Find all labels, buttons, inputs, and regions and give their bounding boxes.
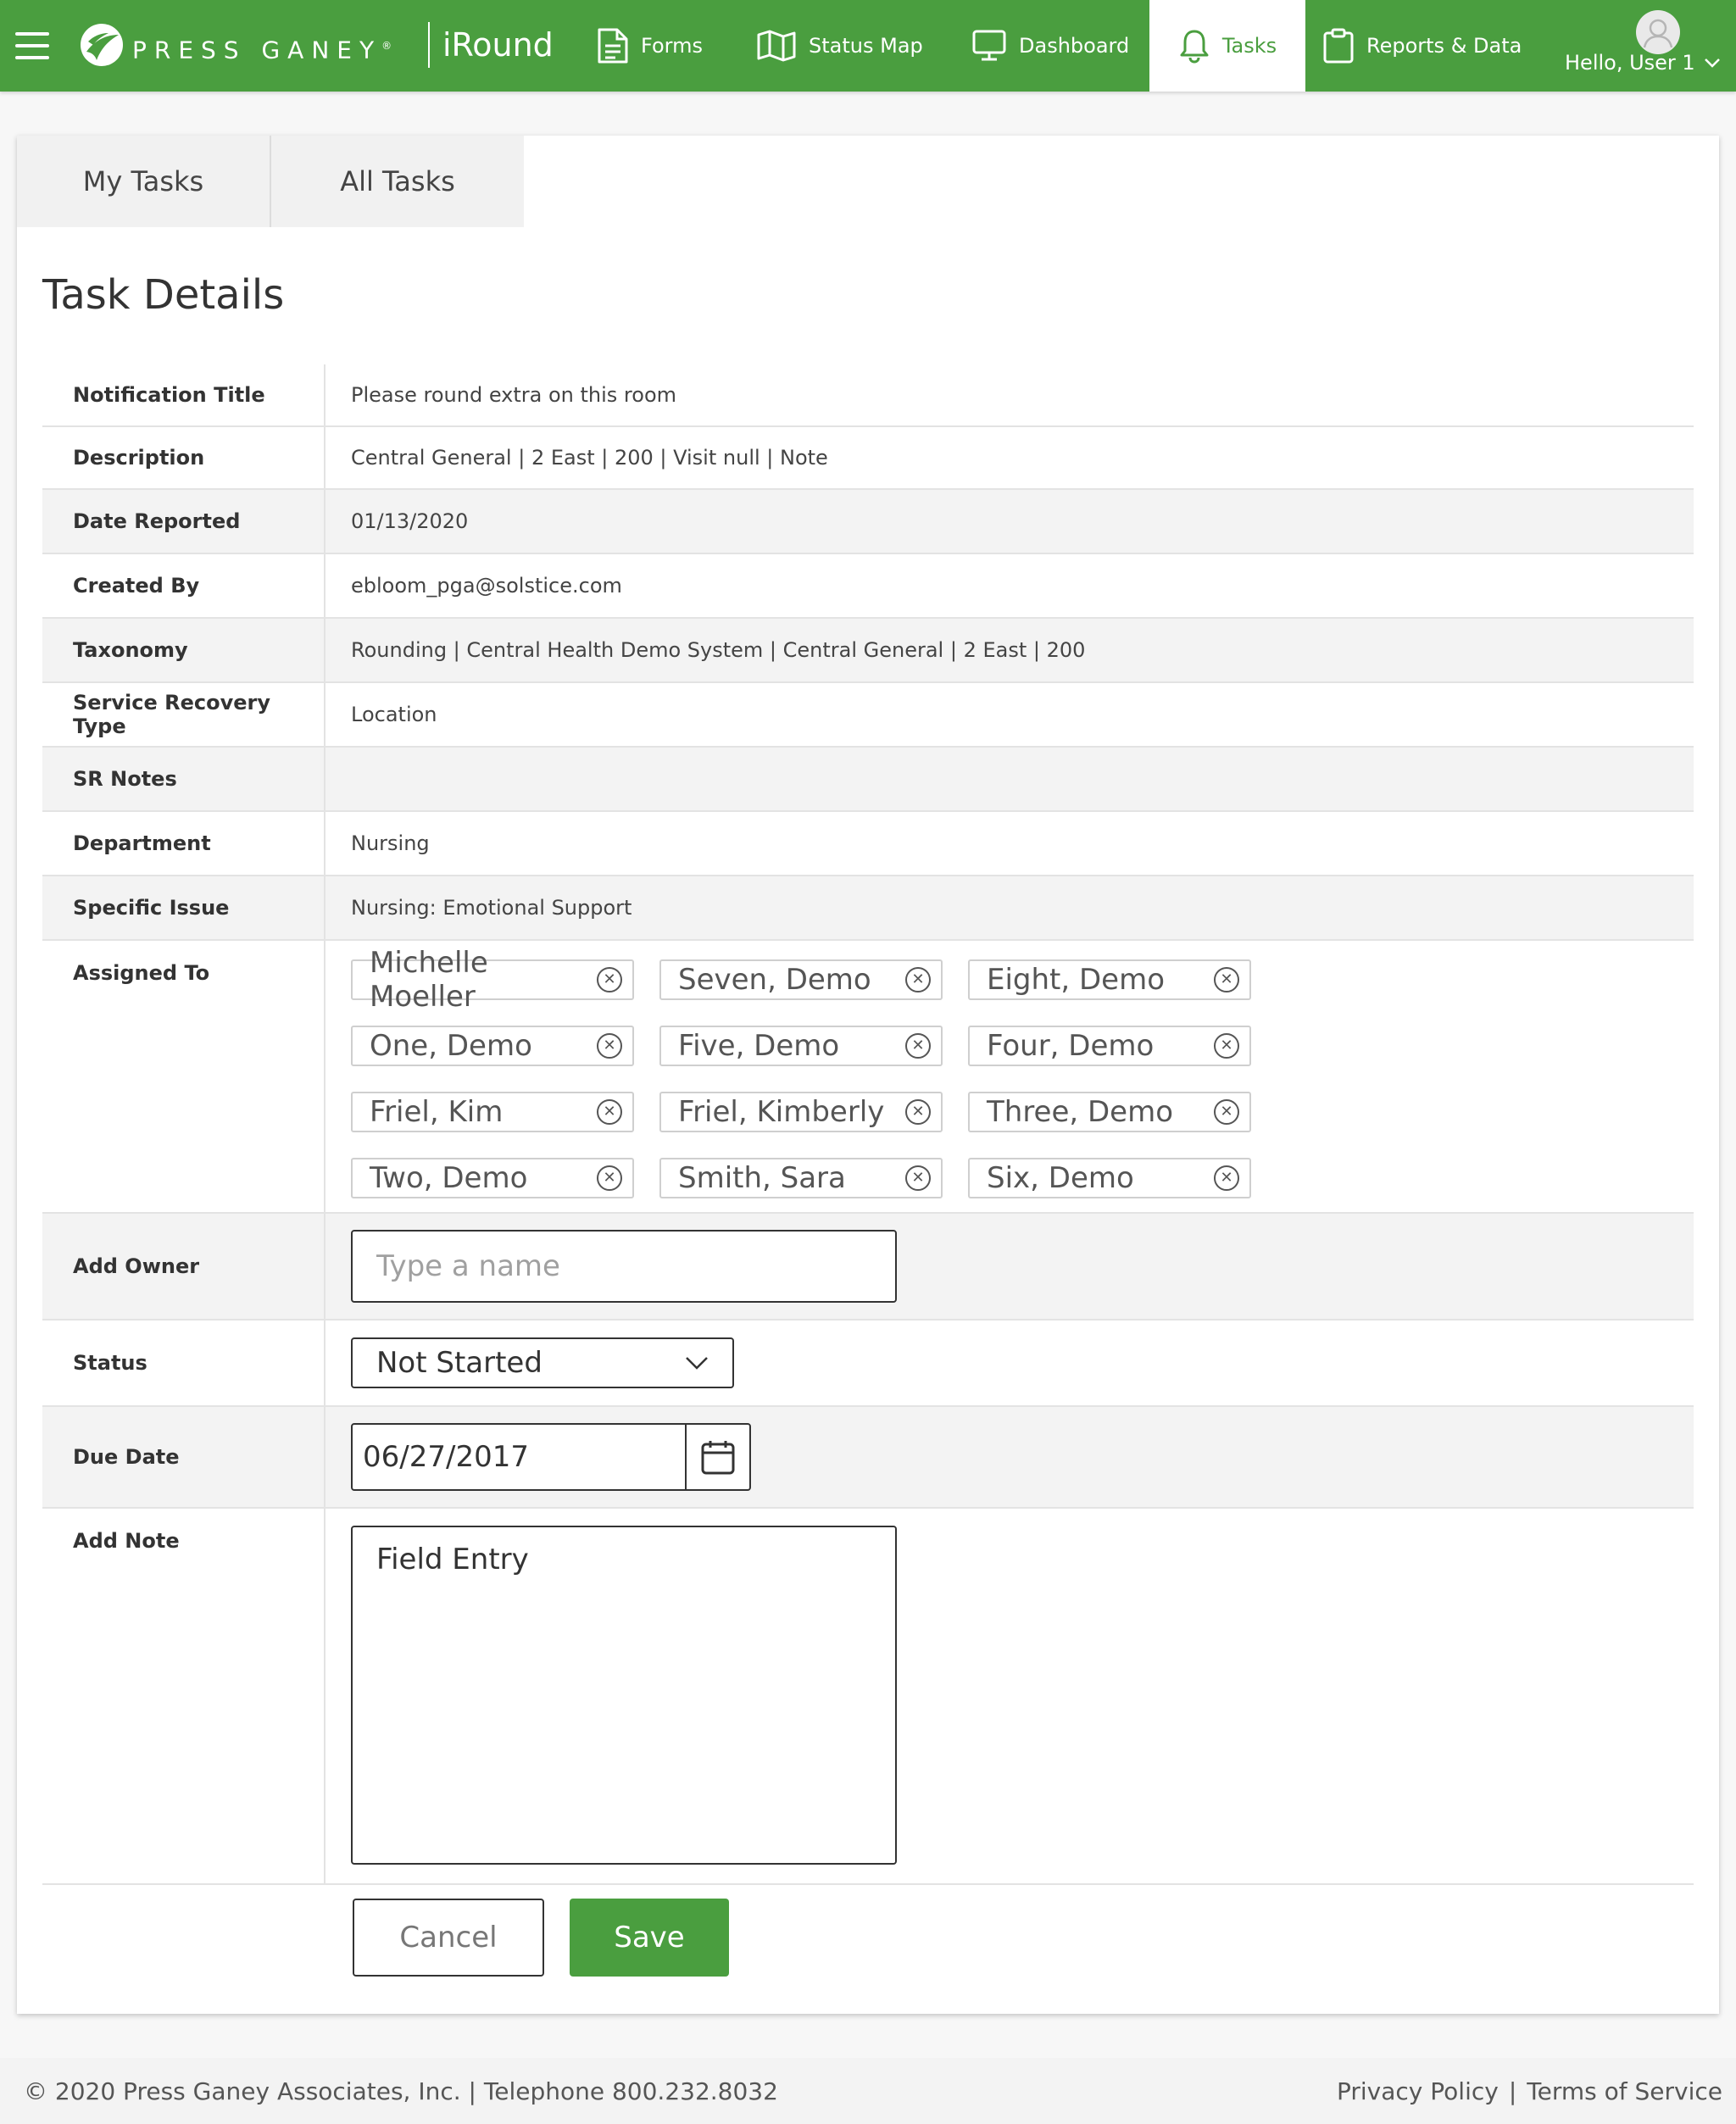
remove-chip-icon[interactable]: ✕	[597, 1099, 622, 1125]
assigned-chip-list	[351, 941, 1251, 1217]
task-details-table	[42, 364, 1694, 1885]
add-owner-input[interactable]	[351, 1230, 897, 1303]
add-note-value	[326, 1509, 1694, 1883]
tab-all-tasks[interactable]: All Tasks	[271, 136, 524, 227]
assigned-chip	[351, 1092, 634, 1132]
row-label: Date Reported	[42, 490, 326, 553]
assigned-chip-label: Two, Demo	[370, 1161, 528, 1195]
row-add-owner	[42, 1214, 1694, 1321]
assigned-chip	[968, 1092, 1251, 1132]
user-greeting-text: Hello, User 1	[1565, 51, 1695, 75]
assigned-chip	[968, 959, 1251, 1000]
notification-title-value: Please round extra on this room	[351, 383, 677, 407]
row-status	[42, 1321, 1694, 1407]
page-footer	[0, 2058, 1736, 2124]
due-date-text[interactable]: 06/27/2017	[363, 1440, 529, 1474]
assigned-chip-label: Friel, Kimberly	[678, 1095, 885, 1129]
row-label: Created By	[42, 554, 326, 617]
row-label: Add Note	[42, 1509, 326, 1883]
remove-chip-icon[interactable]: ✕	[905, 1165, 931, 1191]
remove-chip-icon[interactable]: ✕	[1214, 1099, 1239, 1125]
remove-chip-icon[interactable]: ✕	[905, 1099, 931, 1125]
row-label: Specific Issue	[42, 876, 326, 939]
remove-chip-icon[interactable]: ✕	[905, 1033, 931, 1059]
nav-reports-data-label: Reports & Data	[1366, 34, 1522, 58]
row-label: Taxonomy	[42, 619, 326, 681]
remove-chip-icon[interactable]: ✕	[597, 1165, 622, 1191]
row-label: Due Date	[42, 1407, 326, 1507]
footer-separator: |	[1508, 2077, 1517, 2105]
assigned-to-value	[326, 941, 1694, 1212]
product-name: iRound	[442, 26, 554, 64]
due-date-value	[326, 1407, 1694, 1507]
row-service-recovery-type	[42, 683, 1694, 748]
row-label: SR Notes	[42, 748, 326, 810]
assigned-chip-label: Six, Demo	[987, 1161, 1134, 1195]
user-menu[interactable]	[1565, 8, 1726, 83]
nav-dashboard[interactable]	[971, 0, 1129, 92]
date-reported-value: 01/13/2020	[351, 509, 469, 533]
row-assigned-to	[42, 941, 1694, 1214]
assigned-chip-label: Eight, Demo	[987, 963, 1166, 997]
row-department	[42, 812, 1694, 876]
clipboard-icon	[1322, 27, 1355, 64]
hamburger-menu-icon[interactable]	[15, 29, 49, 63]
avatar	[1636, 10, 1680, 54]
description-value: Central General | 2 East | 200 | Visit null | Note	[351, 446, 828, 470]
terms-of-service-link[interactable]: Terms of Service	[1527, 2077, 1722, 2105]
taxonomy-value: Rounding | Central Health Demo System | Central General | 2 East | 200	[351, 638, 1086, 662]
task-details-card	[17, 136, 1719, 2014]
page-title: Task Details	[42, 271, 285, 319]
row-label: Notification Title	[42, 364, 326, 425]
remove-chip-icon[interactable]: ✕	[597, 967, 622, 992]
specific-issue-value: Nursing: Emotional Support	[351, 896, 632, 920]
task-tabs	[17, 136, 524, 227]
save-button[interactable]: Save	[570, 1899, 729, 1977]
row-label: Assigned To	[42, 941, 326, 1212]
assigned-chip-label: Friel, Kim	[370, 1095, 504, 1129]
nav-dashboard-label: Dashboard	[1019, 34, 1130, 58]
row-label: Service Recovery Type	[42, 683, 326, 746]
assigned-chip	[351, 1026, 634, 1066]
form-actions	[353, 1899, 729, 1977]
remove-chip-icon[interactable]: ✕	[905, 967, 931, 992]
status-selected-value: Not Started	[376, 1346, 542, 1380]
assigned-chip	[659, 1158, 943, 1198]
remove-chip-icon[interactable]: ✕	[1214, 1165, 1239, 1191]
assigned-chip-label: One, Demo	[370, 1029, 532, 1063]
add-note-textarea[interactable]	[351, 1526, 897, 1865]
tab-my-tasks[interactable]: My Tasks	[17, 136, 271, 227]
assigned-chip	[968, 1026, 1251, 1066]
date-picker-button[interactable]	[685, 1425, 749, 1489]
brand-divider	[428, 22, 430, 68]
cancel-button[interactable]: Cancel	[353, 1899, 544, 1977]
footer-links	[1337, 2077, 1722, 2105]
created-by-value: ebloom_pga@solstice.com	[351, 574, 622, 598]
top-nav-bar	[0, 0, 1736, 92]
assigned-chip	[351, 946, 634, 1014]
assigned-chip	[659, 1092, 943, 1132]
row-notification-title	[42, 364, 1694, 427]
service-recovery-type-value: Location	[351, 703, 437, 726]
row-sr-notes	[42, 748, 1694, 812]
row-label: Add Owner	[42, 1214, 326, 1319]
nav-forms-label: Forms	[641, 34, 703, 58]
calendar-icon	[700, 1438, 736, 1476]
assigned-chip	[351, 1158, 634, 1198]
row-label: Status	[42, 1321, 326, 1405]
add-owner-value	[326, 1214, 1694, 1319]
row-due-date	[42, 1407, 1694, 1509]
assigned-chip	[659, 1026, 943, 1066]
row-add-note	[42, 1509, 1694, 1885]
nav-status-map[interactable]	[756, 0, 923, 92]
monitor-icon	[971, 29, 1007, 63]
assigned-chip-label: Michelle Moeller	[370, 946, 488, 1014]
user-greeting	[1565, 51, 1721, 75]
assigned-chip-label: Four, Demo	[987, 1029, 1155, 1063]
brand-name: PRESS GANEY®	[132, 36, 392, 64]
row-taxonomy	[42, 619, 1694, 683]
department-value: Nursing	[351, 831, 430, 855]
row-label: Description	[42, 427, 326, 488]
user-silhouette-icon	[1636, 10, 1680, 54]
remove-chip-icon[interactable]: ✕	[1214, 1033, 1239, 1059]
row-specific-issue	[42, 876, 1694, 941]
nav-forms[interactable]	[597, 0, 703, 92]
bell-icon	[1178, 28, 1210, 64]
row-description	[42, 427, 1694, 490]
privacy-policy-link[interactable]: Privacy Policy	[1337, 2077, 1499, 2105]
assigned-chip-label: Smith, Sara	[678, 1161, 846, 1195]
assigned-chip-label: Five, Demo	[678, 1029, 840, 1063]
remove-chip-icon[interactable]: ✕	[1214, 967, 1239, 992]
assigned-chip-label: Seven, Demo	[678, 963, 871, 997]
assigned-chip	[659, 959, 943, 1000]
nav-reports-data[interactable]	[1322, 0, 1522, 92]
nav-tasks[interactable]	[1149, 0, 1305, 92]
status-select[interactable]	[351, 1337, 734, 1388]
map-icon	[756, 29, 797, 63]
assigned-chip-label: Three, Demo	[987, 1095, 1174, 1129]
sr-notes-value	[326, 748, 1694, 810]
due-date-field[interactable]	[351, 1423, 751, 1491]
press-ganey-logo-icon	[80, 23, 124, 67]
document-icon	[597, 27, 629, 64]
chevron-down-icon	[685, 1355, 709, 1371]
footer-copyright: © 2020 Press Ganey Associates, Inc. | Telephone 800.232.8032	[24, 2077, 778, 2105]
nav-tasks-label: Tasks	[1221, 34, 1277, 58]
status-value	[326, 1321, 1694, 1405]
remove-chip-icon[interactable]: ✕	[597, 1033, 622, 1059]
row-label: Department	[42, 812, 326, 875]
nav-status-map-label: Status Map	[809, 34, 923, 58]
assigned-chip	[968, 1158, 1251, 1198]
row-created-by	[42, 554, 1694, 619]
chevron-down-icon	[1704, 57, 1721, 69]
row-date-reported	[42, 490, 1694, 554]
